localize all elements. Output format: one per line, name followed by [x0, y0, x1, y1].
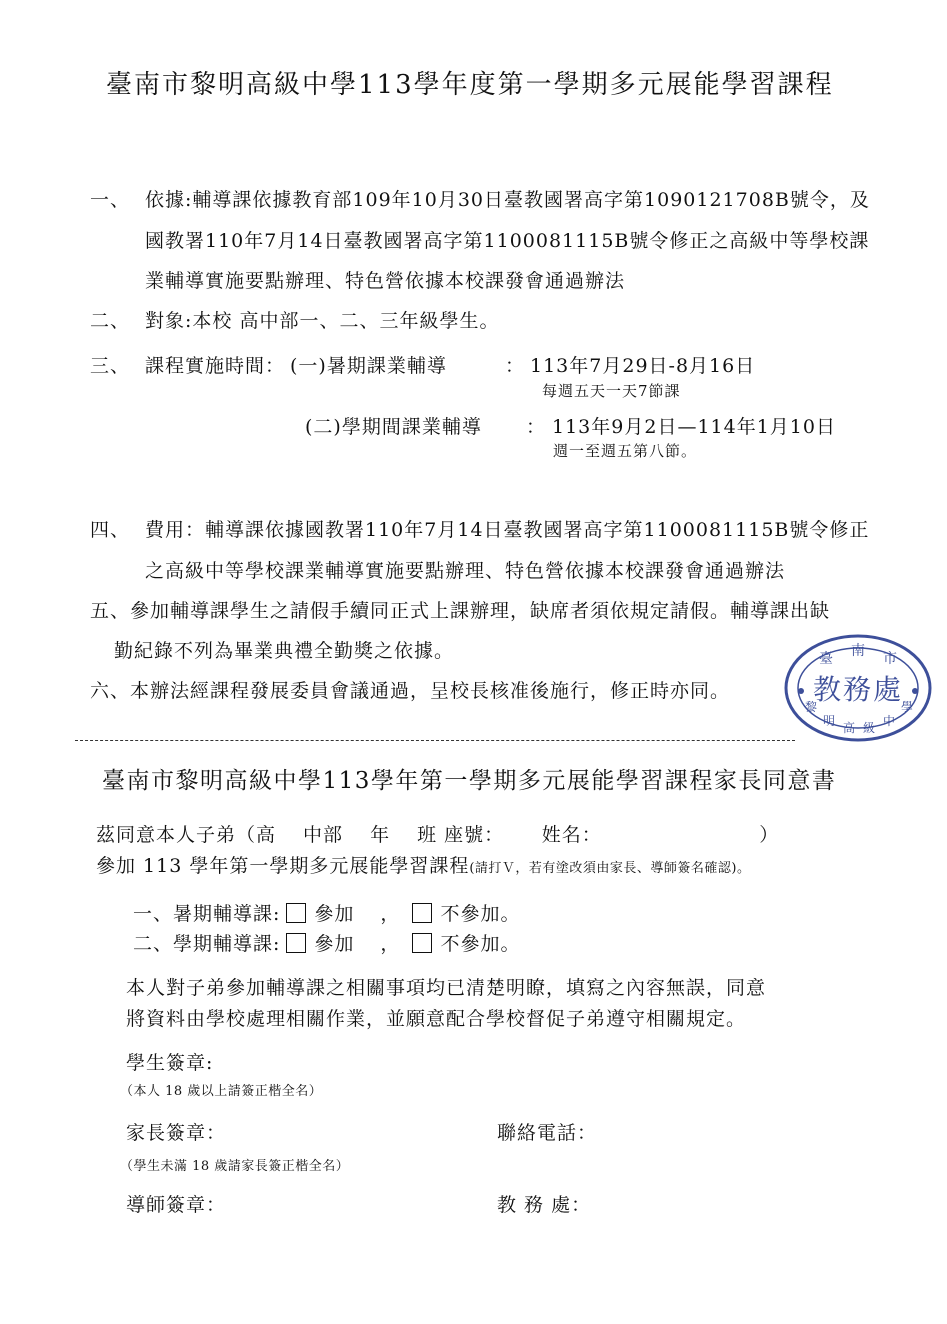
academic-office-label: 教 務 處：: [497, 1194, 592, 1216]
stamp-bottom-char: 黎: [805, 700, 818, 714]
item-three-number: 三、: [90, 355, 131, 377]
semester-decline-checkbox[interactable]: [412, 933, 432, 953]
stamp-bottom-char: 中: [883, 714, 896, 728]
semester-option-row: [133, 929, 520, 956]
stamp-bottom-char: 級: [863, 721, 876, 735]
item-one-line2: 國教署110年7月14日臺教國署高字第1100081115B號令修正之高級中等學校課: [145, 230, 870, 252]
item-five-line1: 五、參加輔導課學生之請假手續同正式上課辦理，缺席者須依規定請假。輔導課出缺: [90, 600, 831, 622]
semester-tutoring-label: (二)學期間課業輔導: [305, 416, 482, 438]
semester-option-label: 二、學期輔導課:: [133, 933, 281, 955]
summer-tutoring-label: (一)暑期課業輔導: [290, 355, 447, 377]
semester-tutoring-note: 週一至週五第八節。: [553, 442, 698, 460]
semester-join-checkbox[interactable]: [286, 933, 306, 953]
semester-decline-label: 不參加。: [440, 933, 521, 955]
summer-tutoring-colon: ：: [505, 355, 526, 377]
item-one-line1: 依據:輔導課依據教育部109年10月30日臺教國署高字第1090121708B號令，及: [145, 189, 870, 211]
consent-participation-note: (請打Ｖ，若有塗改須由家長、導師簽名確認)。: [469, 861, 751, 876]
stamp-top-char: 臺: [819, 651, 833, 667]
summer-option-row: [133, 899, 520, 926]
summer-tutoring-date: 113年7月29日-8月16日: [530, 355, 756, 377]
stamp-top-char: 市: [883, 651, 897, 667]
cut-line-divider: [75, 740, 795, 741]
item-five-line2: 勤紀錄不列為畢業典禮全勤獎之依據。: [114, 640, 455, 662]
stamp-center-text: 教務處: [812, 673, 904, 706]
item-one-number: 一、: [90, 189, 131, 211]
item-two-number: 二、: [90, 310, 131, 332]
parent-signature-note: （學生未滿 18 歲請家長簽正楷全名）: [120, 1159, 350, 1174]
summer-tutoring-note: 每週五天一天7節課: [542, 382, 681, 400]
semester-join-label: 參加: [314, 933, 355, 955]
summer-join-checkbox[interactable]: [286, 903, 306, 923]
consent-participation-text: 參加 113 學年第一學期多元展能學習課程: [96, 855, 470, 877]
academic-affairs-stamp: [783, 633, 933, 743]
consent-student-info-line: 茲同意本人子弟（高 中部 年 班 座號： 姓名： ）: [96, 824, 780, 846]
summer-join-label: 參加: [314, 903, 355, 925]
item-four-number: 四、: [90, 519, 131, 541]
semester-tutoring-date: 113年9月2日—114年1月10日: [552, 416, 836, 438]
consent-participation-line: [96, 851, 751, 878]
item-six-text: 六、本辦法經課程發展委員會議通過，呈校長核准後施行，修正時亦同。: [90, 680, 731, 702]
stamp-top-char: 南: [851, 643, 865, 659]
stamp-bottom-char: 明: [823, 714, 836, 728]
stamp-bottom-char: 學: [901, 700, 914, 714]
summer-decline-label: 不參加。: [440, 903, 521, 925]
consent-statement-line1: 本人對子弟參加輔導課之相關事項均已清楚明瞭，填寫之內容無誤，同意: [126, 977, 767, 999]
schedule-label: 課程實施時間：: [145, 355, 286, 377]
option-separator: ，: [380, 903, 401, 925]
item-two-text: 對象:本校 高中部一、二、三年級學生。: [145, 310, 500, 332]
semester-tutoring-colon: ：: [526, 416, 547, 438]
teacher-signature-label: 導師簽章：: [126, 1194, 227, 1216]
stamp-bottom-char: 高: [843, 721, 856, 735]
student-signature-label: 學生簽章:: [126, 1052, 214, 1074]
phone-label: 聯絡電話：: [497, 1122, 598, 1144]
student-signature-note: （本人 18 歲以上請簽正楷全名）: [120, 1084, 323, 1099]
page-title: 臺南市黎明高級中學113學年度第一學期多元展能學習課程: [106, 70, 834, 100]
item-one-line3: 業輔導實施要點辦理、特色營依據本校課發會通過辦法: [145, 270, 626, 292]
item-four-line1: 費用：輔導課依據國教署110年7月14日臺教國署高字第1100081115B號令修正: [145, 519, 870, 541]
summer-decline-checkbox[interactable]: [412, 903, 432, 923]
consent-form-title: 臺南市黎明高級中學113學年第一學期多元展能學習課程家長同意書: [102, 768, 837, 794]
option-separator: ，: [380, 933, 401, 955]
summer-option-label: 一、暑期輔導課:: [133, 903, 281, 925]
item-four-line2: 之高級中等學校課業輔導實施要點辦理、特色營依據本校課發會通過辦法: [145, 560, 786, 582]
consent-statement-line2: 將資料由學校處理相關作業，並願意配合學校督促子弟遵守相關規定。: [126, 1008, 747, 1030]
parent-signature-label: 家長簽章：: [126, 1122, 227, 1144]
